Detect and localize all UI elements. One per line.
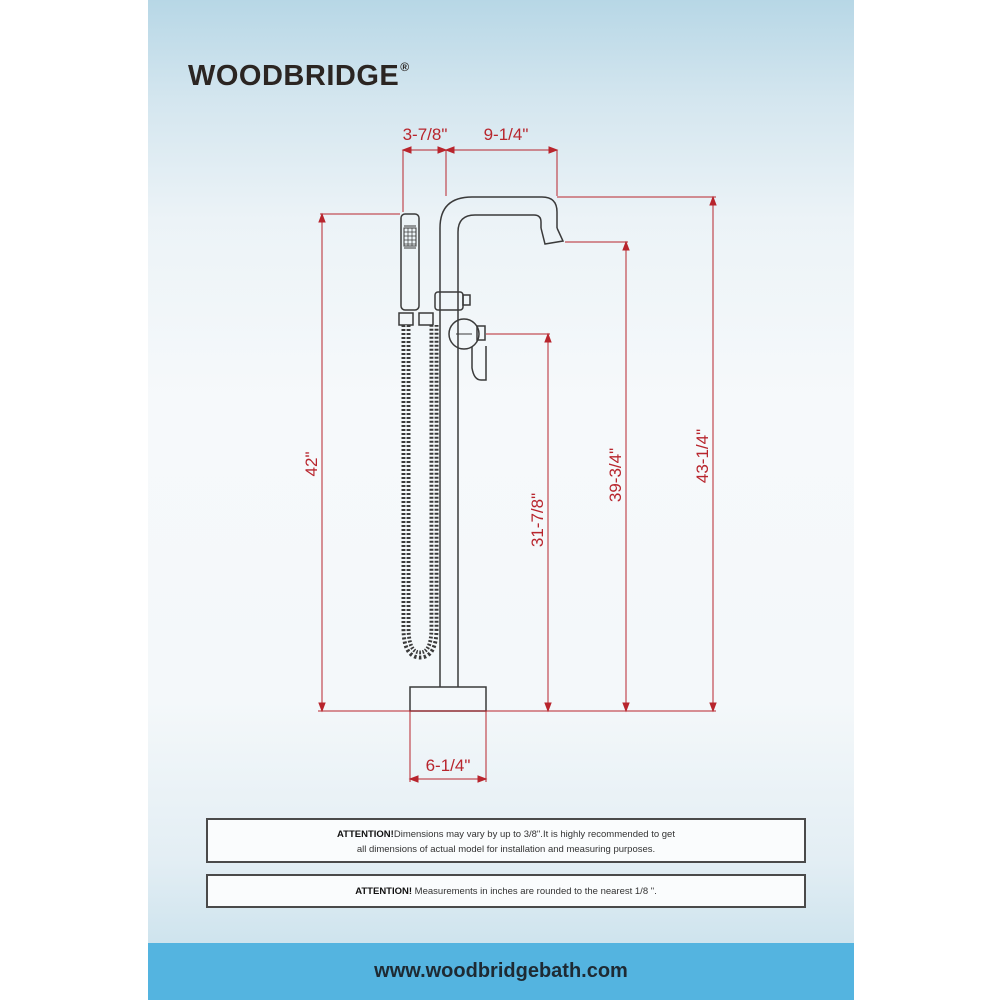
dim-label-9-1-4: 9-1/4"	[483, 125, 529, 144]
dim-label-43-1-4: 43-1/4"	[693, 428, 712, 484]
note2-text: Measurements in inches are rounded to the nearest 1/8 ".	[412, 886, 657, 897]
dim-label-3-7-8: 3-7/8"	[402, 125, 448, 144]
dim-label-6-1-4: 6-1/4"	[425, 756, 471, 775]
dim-label-42: 42"	[302, 451, 321, 477]
footer-banner	[148, 943, 854, 1000]
attention-note-rounding	[206, 874, 806, 908]
dim-label-39-3-4: 39-3/4"	[606, 447, 625, 503]
registered-mark: ®	[400, 60, 410, 74]
brand-name: WOODBRIDGE	[188, 60, 400, 92]
hose-connector	[419, 313, 433, 325]
handle-lever	[472, 346, 486, 380]
faucet-base	[410, 687, 486, 711]
handshower-connector	[399, 313, 413, 325]
braided-hose	[406, 325, 434, 655]
note1-label: ATTENTION!	[337, 829, 394, 840]
faucet-outline	[399, 197, 563, 711]
note1-line2: all dimensions of actual model for installation and measuring purposes.	[356, 844, 656, 855]
note2-label: ATTENTION!	[355, 886, 413, 897]
spray-face-pattern	[404, 228, 416, 246]
diverter-housing	[435, 292, 463, 310]
diverter-knob	[463, 295, 470, 305]
faucet-spout-tip	[541, 228, 563, 244]
dim-label-31-7-8: 31-7/8"	[528, 492, 547, 548]
website-url: www.woodbridgebath.com	[374, 960, 628, 982]
dimension-lines	[318, 147, 716, 782]
note1-line1	[208, 827, 804, 842]
faucet-spout-inner	[458, 215, 541, 687]
attention-note-tolerance	[206, 818, 806, 863]
note1-text: Dimensions may vary by up to 3/8".It is highly recommended to get	[393, 829, 675, 840]
